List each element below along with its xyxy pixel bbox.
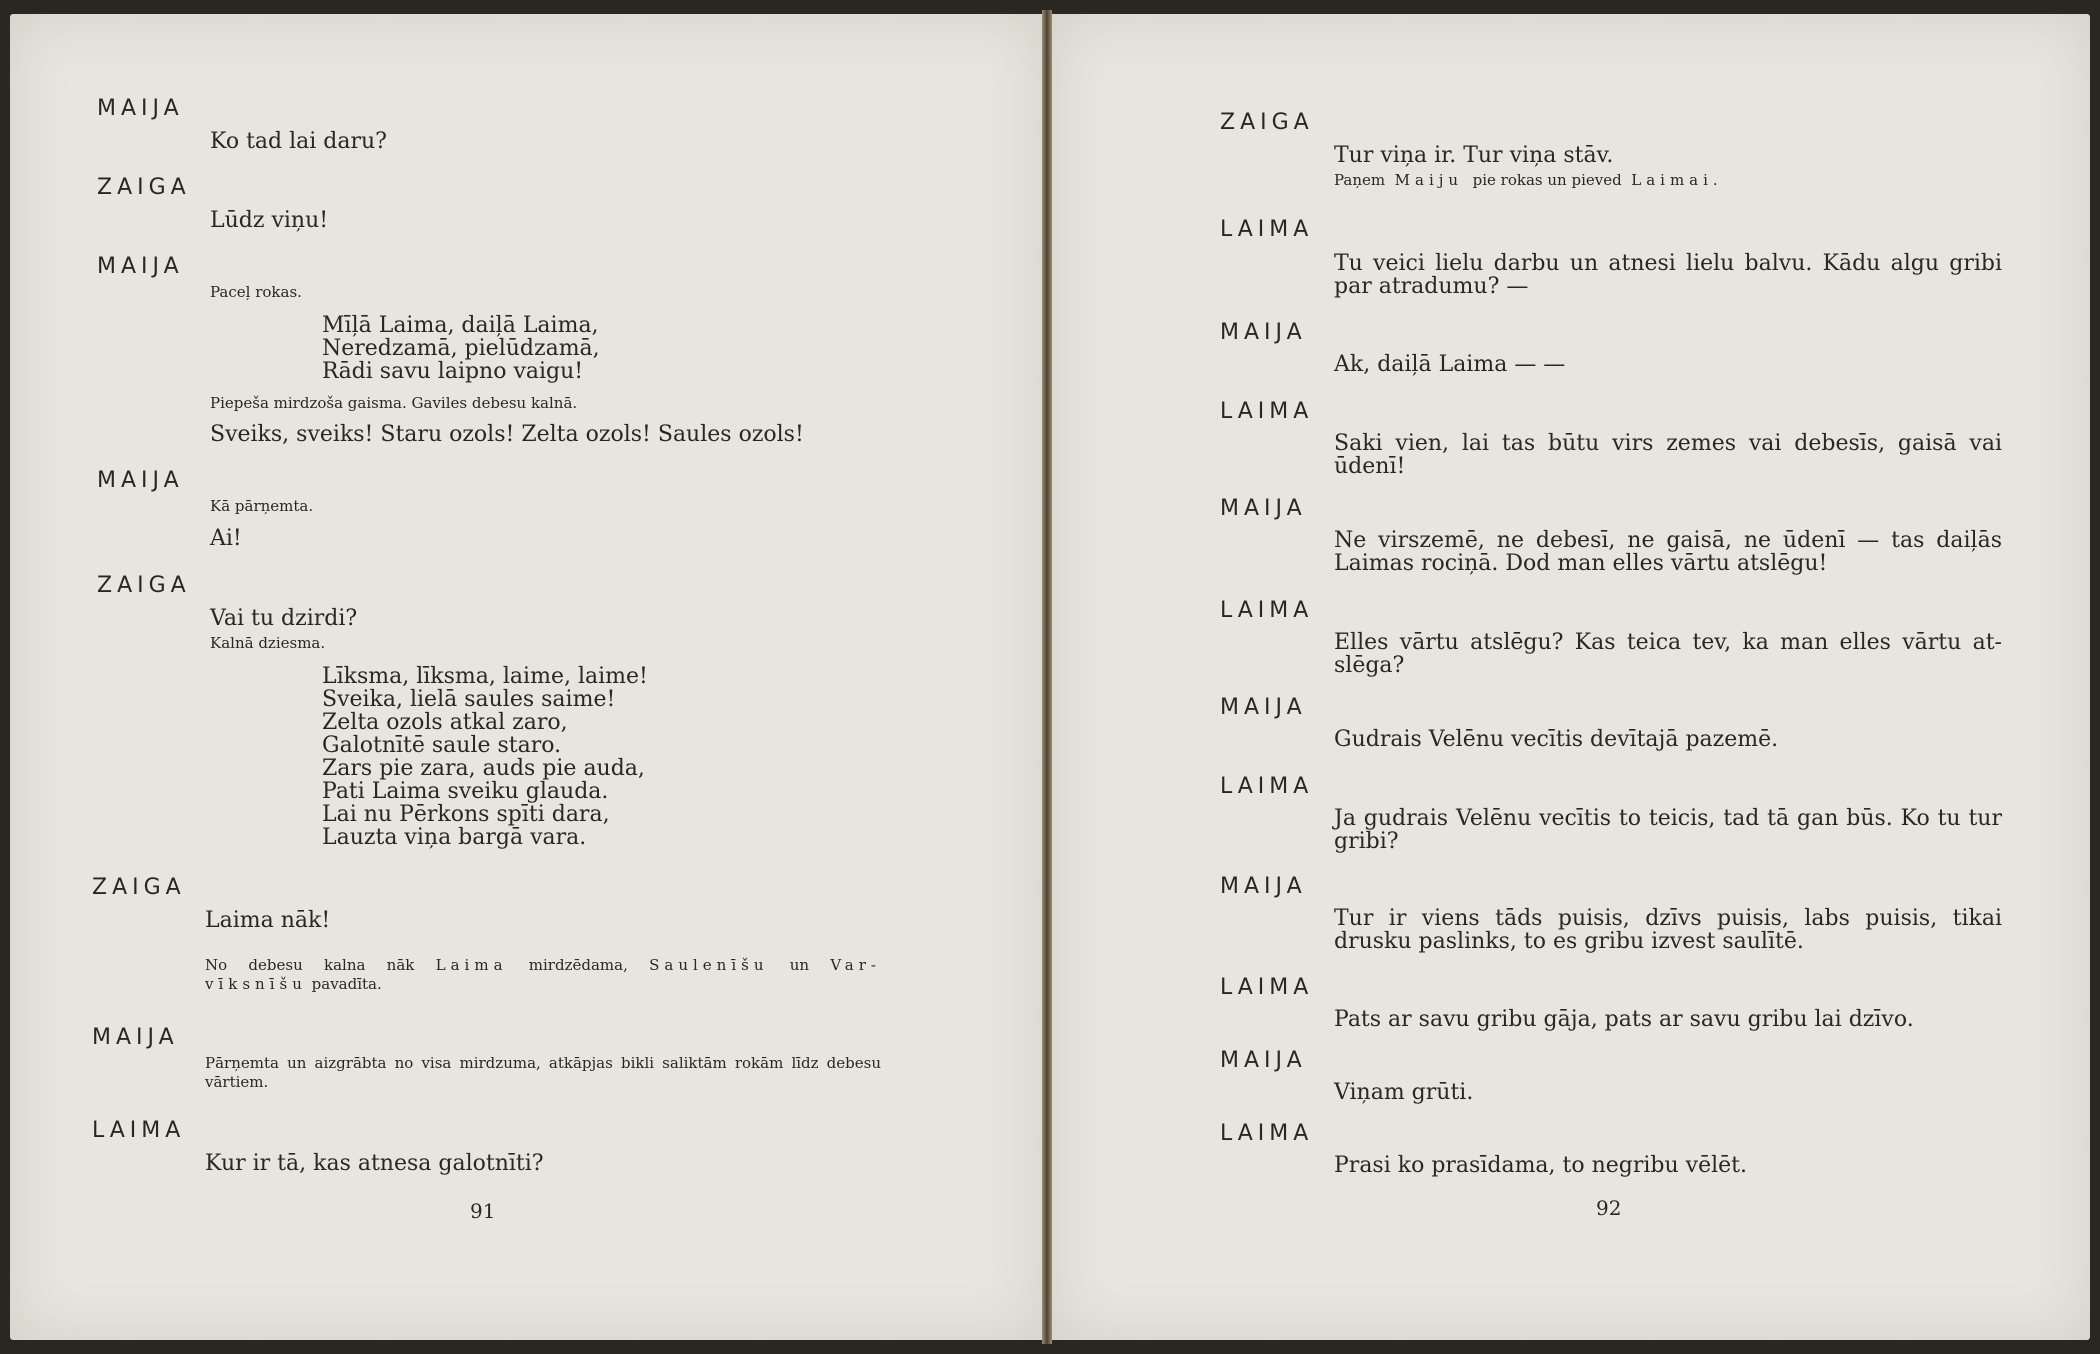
speaker-name: LAIMA bbox=[1220, 598, 1314, 623]
dialogue-line: Ai! bbox=[210, 526, 242, 551]
speaker-name: LAIMA bbox=[1220, 399, 1314, 424]
speaker-name: MAIJA bbox=[1220, 496, 1307, 521]
book-gutter bbox=[1042, 10, 1052, 1344]
speaker-name: MAIJA bbox=[97, 254, 184, 279]
verse-line: Pati Laima sveiku glauda. bbox=[322, 779, 609, 804]
verse-line: Rādi savu laipno vaigu! bbox=[322, 359, 584, 384]
speaker-name: MAIJA bbox=[97, 96, 184, 121]
dialogue-text: Ak, daiļā Laima — — bbox=[1334, 352, 1566, 377]
verse-line: Lauzta viņa bargā vara. bbox=[322, 825, 587, 850]
left-page bbox=[10, 14, 1042, 1340]
stage-direction: No debesu kalna nāk Laima mirdzēdama, Saulenīšu un Var- bbox=[205, 956, 881, 974]
speaker-name: MAIJA bbox=[1220, 695, 1307, 720]
speaker-name: LAIMA bbox=[1220, 975, 1314, 1000]
dialogue-text: Viņam grūti. bbox=[1334, 1080, 1474, 1105]
dialogue-line: Ko tad lai daru? bbox=[210, 129, 387, 154]
stage-direction: Kā pārņemta. bbox=[210, 497, 314, 515]
speaker-name: ZAIGA bbox=[92, 875, 186, 900]
dialogue-text: Tur ir viens tāds puisis, dzīvs puisis, labs puisis, tikai drusku paslinks, to es gribu izvest saulītē. bbox=[1334, 906, 2002, 954]
verse-block bbox=[322, 665, 648, 849]
speaker-name: LAIMA bbox=[92, 1118, 186, 1143]
speaker-name: LAIMA bbox=[1220, 217, 1314, 242]
speaker-name: ZAIGA bbox=[1220, 110, 1314, 135]
speaker-name: ZAIGA bbox=[97, 573, 191, 598]
stage-direction: Kalnā dziesma. bbox=[210, 634, 326, 652]
verse-line: Mīļā Laima, daiļā Laima, bbox=[322, 313, 599, 338]
stage-direction: Paceļ rokas. bbox=[210, 283, 302, 301]
dialogue-line: Lūdz viņu! bbox=[210, 208, 329, 233]
dialogue-line: Tur viņa ir. Tur viņa stāv. bbox=[1334, 143, 1614, 168]
verse-line: Līksma, līksma, laime, laime! bbox=[322, 664, 648, 689]
dialogue-line: Sveiks, sveiks! Staru ozols! Zelta ozols! Saules ozols! bbox=[210, 422, 804, 447]
dialogue-text: Prasi ko prasīdama, to negribu vēlēt. bbox=[1334, 1153, 1748, 1178]
dialogue-text: Ne virszemē, ne debesī, ne gaisā, ne ūdenī — tas daiļās Laimas rociņā. Dod man elles vārtu atslēgu! bbox=[1334, 528, 2002, 576]
dialogue-line: Kur ir tā, kas atnesa galotnīti? bbox=[205, 1151, 544, 1176]
verse-line: Lai nu Pērkons spīti dara, bbox=[322, 802, 610, 827]
dialogue-text: Saki vien, lai tas būtu virs zemes vai debesīs, gaisā vai ūdenī! bbox=[1334, 431, 2002, 479]
verse-line: Sveika, lielā saules saime! bbox=[322, 687, 616, 712]
dialogue-line: Laima nāk! bbox=[205, 908, 331, 933]
verse-line: Zelta ozols atkal zaro, bbox=[322, 710, 568, 735]
speaker-name: MAIJA bbox=[97, 468, 184, 493]
dialogue-text: Gudrais Velēnu vecītis devītajā pazemē. bbox=[1334, 727, 1779, 752]
speaker-name: LAIMA bbox=[1220, 1121, 1314, 1146]
speaker-name: MAIJA bbox=[1220, 1048, 1307, 1073]
stage-direction: Pārņemta un aizgrābta no visa mirdzuma, atkāpjas bikli saliktām rokām līdz debesu vārtiem. bbox=[205, 1054, 881, 1091]
verse-line: Neredzamā, pielūdzamā, bbox=[322, 336, 600, 361]
speaker-name: ZAIGA bbox=[97, 175, 191, 200]
page-number: 92 bbox=[1596, 1196, 1622, 1220]
verse-line: Galotnītē saule staro. bbox=[322, 733, 562, 758]
dialogue-text: Ja gudrais Velēnu vecītis to teicis, tad tā gan būs. Ko tu tur gribi? bbox=[1334, 806, 2002, 854]
stage-direction: Paņem Maiju pie rokas un pieved Laimai. bbox=[1334, 171, 1723, 189]
stage-direction: vīksnīšu pavadīta. bbox=[205, 975, 382, 993]
stage-direction: Piepeša mirdzoša gaisma. Gaviles debesu kalnā. bbox=[210, 394, 578, 412]
dialogue-text: Pats ar savu gribu gāja, pats ar savu gribu lai dzīvo. bbox=[1334, 1007, 1914, 1032]
dialogue-line: Vai tu dzirdi? bbox=[210, 606, 358, 631]
speaker-name: MAIJA bbox=[1220, 320, 1307, 345]
verse-line: Zars pie zara, auds pie auda, bbox=[322, 756, 645, 781]
dialogue-text: Tu veici lielu darbu un atnesi lielu balvu. Kādu algu gribi par atradumu? — bbox=[1334, 251, 2002, 299]
page-number: 91 bbox=[470, 1199, 496, 1223]
right-page bbox=[1052, 14, 2090, 1340]
dialogue-text: Elles vārtu atslēgu? Kas teica tev, ka man elles vārtu at-slēga? bbox=[1334, 630, 2002, 678]
speaker-name: MAIJA bbox=[1220, 874, 1307, 899]
verse-block bbox=[322, 314, 600, 383]
speaker-name: MAIJA bbox=[92, 1025, 179, 1050]
speaker-name: LAIMA bbox=[1220, 774, 1314, 799]
